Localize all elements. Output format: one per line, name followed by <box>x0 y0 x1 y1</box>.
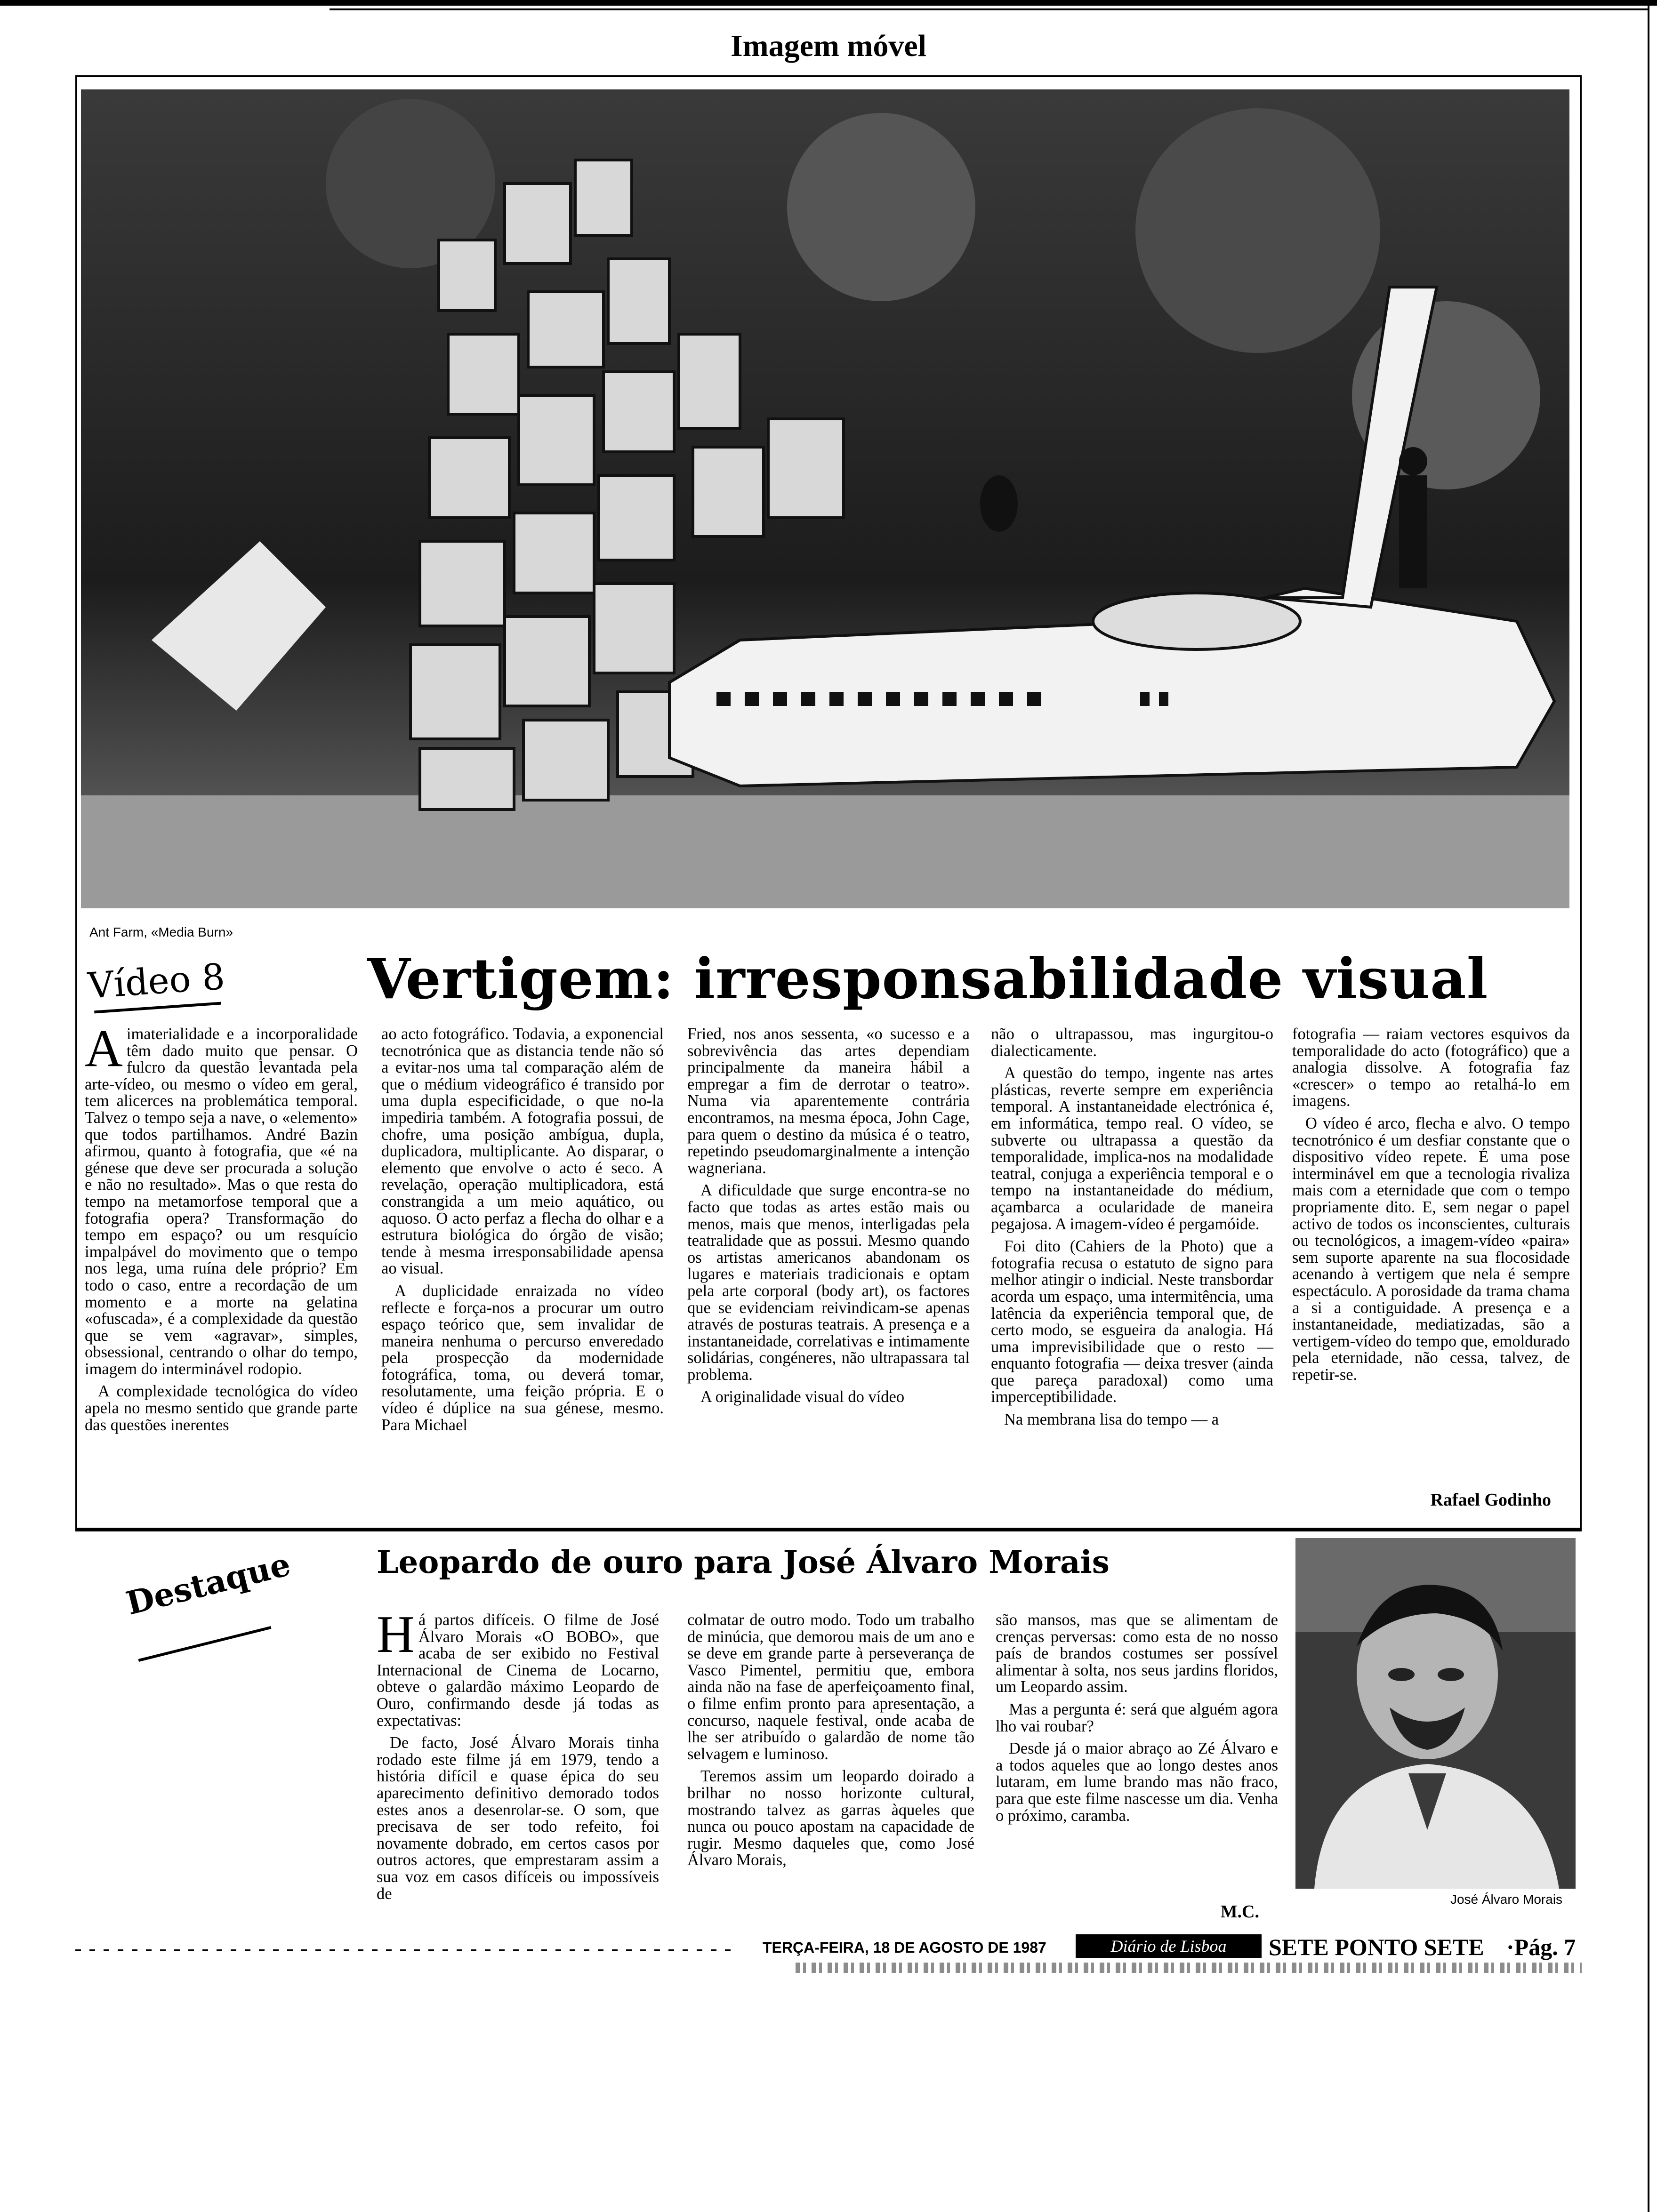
rubric-label: Destaque <box>122 1545 295 1623</box>
supplement-name: SETE PONTO SETE <box>1269 1934 1484 1960</box>
article1-signature: Rafael Godinho <box>1430 1490 1551 1510</box>
paragraph: A dificuldade que surge encontra-se no facto que todas as artes estão mais ou menos, mais que menos, interligadas pela teatralidade que as possui. Mesmo quando os artistas americanos abandonam os lugares e materiais tradicionais e optam pela arte corporal (body art), os factores que se evidenciam reivindicam-se apenas através de posturas teatrais. A presença e a instantaneidade, correlativas e intimamente solidárias, congéneres, não ultrapassara tal problema. <box>687 1181 970 1384</box>
portrait-illustration <box>1295 1538 1576 1889</box>
paragraph: A duplicidade enraizada no vídeo reflecte e força-nos a procurar um outro espaço teórico que, sem invalidar de maneira nenhuma o percurso enveredado pela prospecção da modernidade fotográfica, toma, ou deverá tomar, resolutamente, uma feição própria. E o vídeo é dúplice na sua génese, mesmo. Para Michael <box>381 1282 664 1434</box>
paragraph: colmatar de outro modo. Todo um trabalho de minúcia, que demorou mais de um ano e se deve em grande parte à perseverança de Vasco Pimentel, permitiu que, embora ainda não na fase de aperfeiçoamento final, o filme enfim pronto para apresentação, a concurso, naquele festival, onde acaba de lhe ser atribuído o galardão de nome tão selvagem e luminoso. <box>687 1611 974 1763</box>
photo-caption: Ant Farm, «Media Burn» <box>89 925 233 939</box>
photo-illustration <box>81 89 1569 908</box>
footer-date: TERÇA-FEIRA, 18 DE AGOSTO DE 1987 <box>763 1939 1046 1956</box>
top-rule <box>0 0 1657 6</box>
top-rule-secondary <box>330 8 1648 10</box>
page-number: ·Pág. 7 <box>1506 1934 1576 1960</box>
article1-column-2 <box>381 1026 664 1439</box>
paragraph: á partos difíceis. O filme de José Álvaro Morais «O BOBO», que acaba de ser exibido no Festival Internacional de Cinema de Locarno, obteve o galardão máximo Leopardo de Ouro, confirmando desde já todas as expectativas: <box>377 1611 659 1730</box>
paragraph: A originalidade visual do vídeo <box>700 1388 905 1406</box>
article2-signature: M.C. <box>1220 1902 1259 1922</box>
article2-column-1 <box>377 1605 659 1908</box>
dropcap: H <box>377 1605 415 1664</box>
article2-column-3 <box>996 1612 1278 1830</box>
paragraph: são mansos, mas que se alimentam de crenças perversas: como esta de no nosso país de brandos costumes ser possível alimentar à solta, nos seus jardins floridos, um Leopardo assim. <box>996 1611 1278 1696</box>
article1-headline: Vertigem: irresponsabilidade visual <box>367 946 1488 1011</box>
paragraph: Teremos assim um leopardo doirado a brilhar no nosso horizonte cultural, mostrando talvez as garras àqueles que nunca ou pouco apostam na capacidade de rugir. Mesmo daqueles que, como José Álvaro Morais, <box>687 1767 974 1869</box>
portrait-caption: José Álvaro Morais <box>1450 1892 1563 1907</box>
paragraph: A questão do tempo, ingente nas artes plásticas, reverte sempre em experiência temporal. A instantaneidade electrónica é, em informática, tempo real. O vídeo, se subverte ou ultrapassa a questão da temporalidade, implica-nos na modalidade teatral, conjuga a experiência temporal e o tempo na instantaneidade do médium, açambarca a ocularidade de maneira pegajosa. A imagem-vídeo é pergamóide. <box>991 1064 1273 1233</box>
paragraph: O vídeo é arco, flecha e alvo. O tempo tecnotrónico é um desfiar constante que o dispositivo vídeo repete. É uma pose interminável em que a tecnologia rivaliza mais com a eternidade que com o tempo propriamente dito. E, sem negar o papel activo de todos os inconscientes, culturais ou tecnológicos, a imagem-vídeo «paira» sem suporte aparente na sua flocosidade acenando à vertigem que nela é sempre espectáculo. A porosidade da trama chama a si a contiguidade. A presença e a instantaneidade, mediatizadas, são a vertigem-vídeo do tempo que, emoldurado pela eternidade, não cessa, talvez, de repetir-se. <box>1292 1114 1570 1384</box>
article2-column-2 <box>687 1612 974 1875</box>
paragraph: Fried, nos anos sessenta, «o sucesso e a sobrevivência das artes dependiam principalmente da maneira hábil a empregar a fim de derrotar o teatro». Numa via aparentemente contrária encontramos, na mesma época, John Cage, para quem o destino da música é o teatro, repetindo pseudomarginalmente a intenção wagneriana. <box>687 1025 970 1177</box>
paragraph: ao acto fotográfico. Todavia, a exponencial tecnotrónica que as distancia tende não só a evitar-nos uma tal comparação além de que o médium videográfico é transido por uma dupla especificidade, o que no-la impediria também. A fotografia possui, de chofre, uma posição ambígua, dupla, duplicadora, multiplicante. Ao disparar, o elemento que envolve o acto é seco. A revelação, operação multiplicadora, está constrangida a um meio aquático, ou aquoso. O acto perfaz a flecha do olhar e a estrutura biológica do órgão de visão; tende à mesma irresponsabilidade apensa ao visual. <box>381 1025 664 1278</box>
newspaper-logo: Diário de Lisboa <box>1076 1934 1262 1958</box>
footer-dotted-rule <box>75 1949 734 1951</box>
paragraph: De facto, José Álvaro Morais tinha rodado este filme já em 1979, tendo a história difícil e quase épica do seu aparecimento definitivo demorado todos estes anos a desenrolar-se. O som, que precisava de ser todo refeito, foi novamente dobrado, em certos casos por outros actores, que emprestaram assim a sua voz em casos difíceis ou impossíveis de <box>377 1734 659 1903</box>
right-edge-rule <box>1648 0 1649 2212</box>
footer-mirror-noise <box>796 1963 1582 1973</box>
portrait-photo <box>1295 1538 1576 1889</box>
paragraph: fotografia — raiam vectores esquivos da temporalidade do acto (fotográfico) que a analogia dissolve. A fotografia faz «crescer» o tempo ao retalhá-lo em imagens. <box>1292 1025 1570 1110</box>
dropcap: A <box>85 1019 123 1078</box>
rubric-label: Vídeo 8 <box>86 955 226 1007</box>
rubric-underline <box>138 1626 272 1662</box>
video8-rubric <box>86 955 231 1017</box>
article1-column-5 <box>1292 1026 1570 1389</box>
media-burn-photo <box>81 89 1569 908</box>
paragraph: Desde já o maior abraço ao Zé Álvaro e a todos aqueles que ao longo destes anos lutaram, em lume brando mas não fraco, para que este filme nascesse um dia. Venha o próximo, caramba. <box>996 1739 1278 1825</box>
destaque-rubric <box>122 1545 295 1657</box>
article1-column-3 <box>687 1026 970 1411</box>
paragraph: A complexidade tecnológica do vídeo apela no mesmo sentido que grande parte das questões inerentes <box>85 1382 358 1434</box>
article-divider <box>75 1530 1582 1531</box>
paragraph: Na membrana lisa do tempo — a <box>1004 1411 1219 1429</box>
section-title: Imagem móvel <box>730 29 927 63</box>
paragraph: Mas a pergunta é: será que alguém agora lho vai roubar? <box>996 1700 1278 1735</box>
paragraph: imaterialidade e a incorporalidade têm dado muito que pensar. O fulcro da questão levantada pela arte-vídeo, ou mesmo o vídeo em geral, tem alicerces na problemática temporal. Talvez o tempo seja a nave, o «elemento» que todos partilhamos. André Bazin afirmou, quanto à fotografia, que «é na génese que deve ser procurada a solução e não no resultado». Mas o que resta do tempo na metamorfose temporal que a fotografia opera? Transformação do tempo em espaço? ou um resquício impalpável do movimento que o tempo nos lega, uma ruína dele próprio? Em todo o caso, entre a recordação de um momento e a morte na gelatina «ofuscada», é a complexidade da questão que se vem «agravar», simples, obsessional, centrando o olhar do tempo, imagem do interminável rodopio. <box>85 1025 358 1378</box>
paragraph: não o ultrapassou, mas ingurgitou-o dialecticamente. <box>991 1025 1273 1060</box>
article1-column-1 <box>85 1019 358 1439</box>
article1-column-4 <box>991 1026 1273 1434</box>
article2-headline: Leopardo de ouro para José Álvaro Morais <box>377 1544 1110 1580</box>
paragraph: Foi dito (Cahiers de la Photo) que a fotografia recusa o estatuto de signo para melhor atingir o indicial. Neste transbordar acorda um espaço, uma intermitência, uma latência da experiência temporal que, de certo modo, se esgueira da analogia. Há uma imprevisibilidade que o resto — enquanto fotografia — deixa tresver (ainda que pareça paradoxal) como uma imperceptibilidade. <box>991 1237 1273 1406</box>
